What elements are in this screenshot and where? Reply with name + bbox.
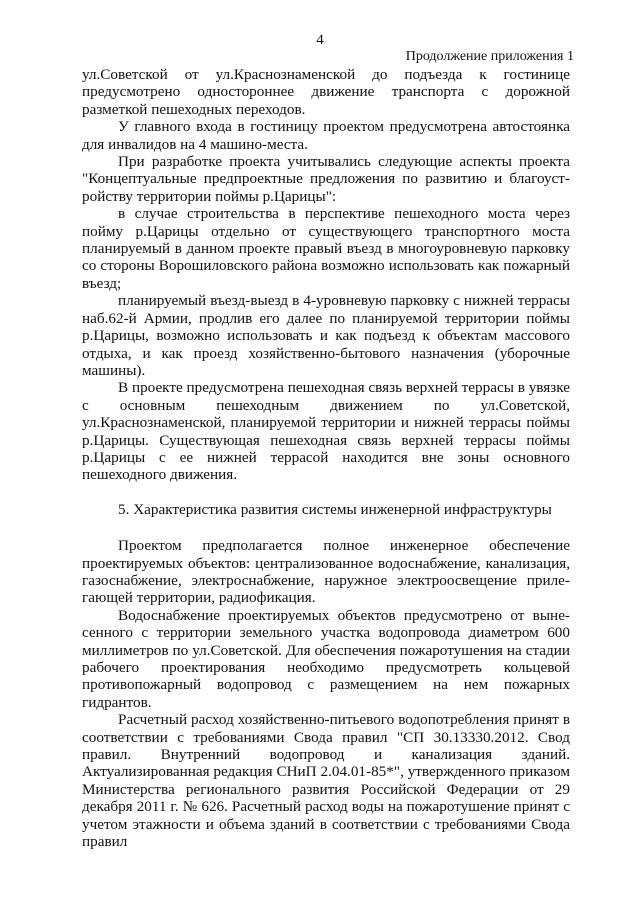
paragraph-pedestrian-link: В проекте предусмотрена пешеходная связь верхней террасы в увязке с основным пешеходным движением по ул.Советской, ул.Краснознаменской, планируемой территории и нижней террасы поймы р.Царицы. Существующая пешеходная связь верхней террасы поймы р.Царицы с ее нижней террасой находится вне зоны основного пешеходного движения. (82, 379, 570, 484)
paragraph-disabled-parking: У главного входа в гостиницу проектом предусмотрена автостоянка для инвалидов на 4 машино-места. (82, 118, 570, 153)
paragraph-traffic: ул.Советской от ул.Краснознаменской до подъезда к гостинице предусмотрено одностороннее движение транспорта с дорожной разметкой пешеходных переходов. (82, 66, 570, 118)
section-heading: 5. Характеристика развития системы инженерной инфраструктуры (118, 500, 552, 518)
paragraph-engineering-supply: Проектом предполагается полное инженерное обеспечение проектируемых объектов: централизованное водоснабжение, канализация, газоснабжение, электроснабжение, наружное электроосвещение приле-гающей территории, радиофикация. (82, 537, 570, 607)
document-body (82, 66, 570, 850)
paragraph-water-consumption: Расчетный расход хозяйственно-питьевого водопотребления принят в соответствии с требованиями Свода правил "СП 30.13330.2012. Свод правил. Внутренний водопровод и канализация зданий. Актуализированная редакция СНиП 2.04.01-85*", утвержденного приказом Министерства регионального развития Российской Федерации от 29 декабря 2011 г. № 626. Расчетный расход воды на пожаротушение принят с учетом этажности и объема зданий в соответствии с требованиями Свода правил (82, 711, 570, 851)
paragraph-pedestrian-bridge: в случае строительства в перспективе пешеходного моста через пойму р.Царицы отдельно от существующего транспортного моста планируемый в данном проекте правый въезд в многоуровневую парковку со стороны Ворошиловского района возможно использовать как пожарный въезд; (82, 205, 570, 292)
page-number: 4 (316, 32, 324, 48)
paragraph-concept-aspects: При разработке проекта учитывались следующие аспекты проекта "Концептуальные предпроектные предложения по развитию и благоуст-ройству территории поймы р.Царицы": (82, 153, 570, 205)
appendix-continuation-label: Продолжение приложения 1 (405, 49, 574, 64)
paragraph-water-supply: Водоснабжение проектируемых объектов предусмотрено от выне-сенного с территории земельного участка водопровода диаметром 600 миллиметров по ул.Советской. Для обеспечения пожаротушения на стадии рабочего проектирования необходимо предусмотреть кольцевой противопожарный водопровод с размещением на нем пожарных гидрантов. (82, 606, 570, 711)
paragraph-parking-entrance: планируемый въезд-выезд в 4-уровневую парковку с нижней террасы наб.62-й Армии, продлив его далее по планируемой территории поймы р.Царицы, возможно использовать и как подъезд к объектам массового отдыха, и как проезд хозяйственно-бытового назначения (уборочные машины). (82, 292, 570, 379)
